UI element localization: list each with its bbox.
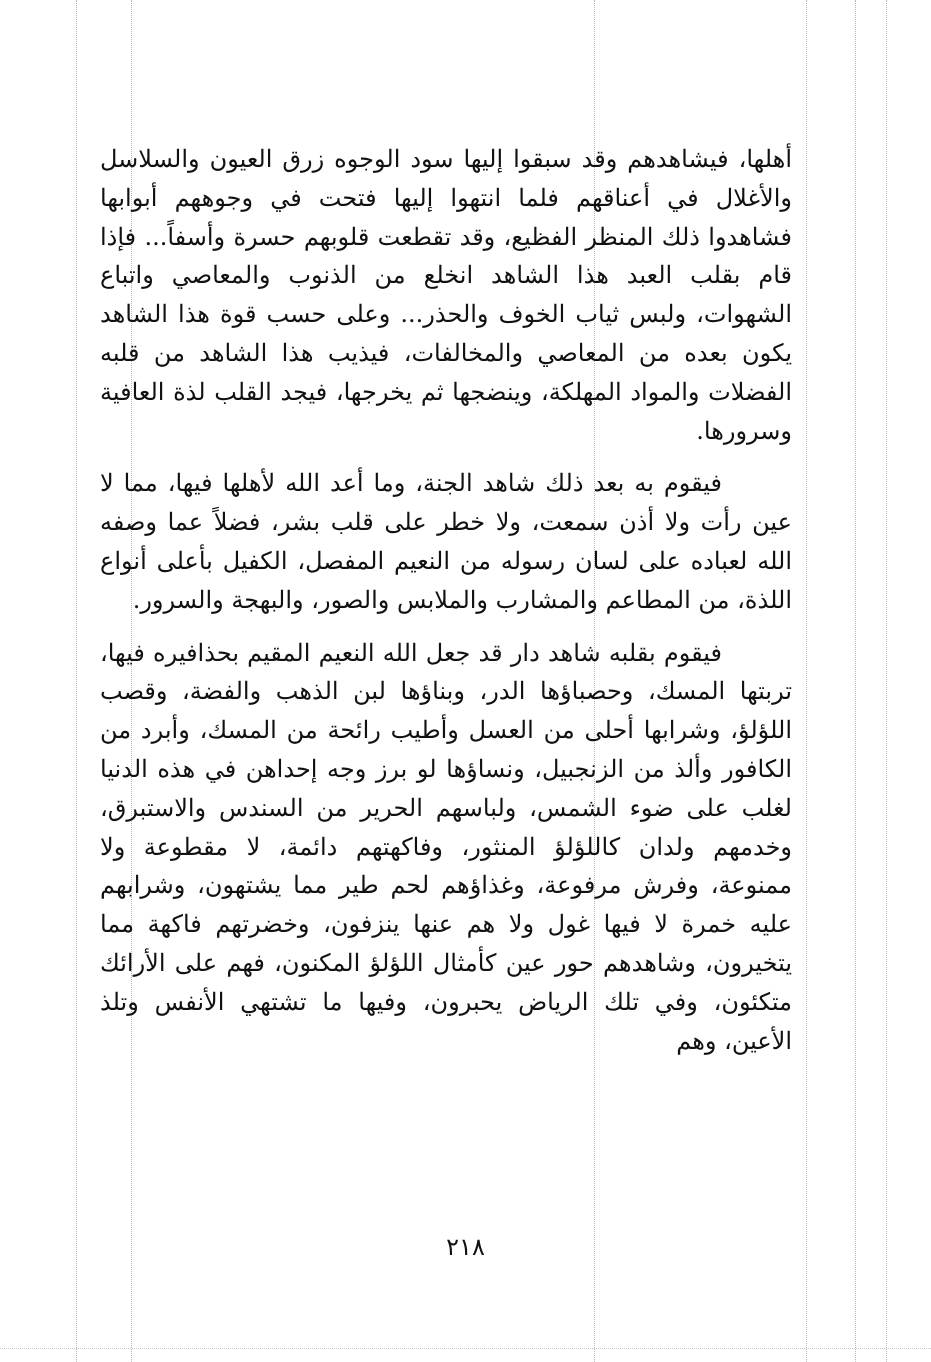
guide-line [76, 0, 77, 1362]
paragraph: فيقوم بقلبه شاهد دار قد جعل الله النعيم المقيم بحذافيره فيها، تربتها المسك، وحصباؤها الدر، وبناؤها لبن الذهب والفضة، وقصب اللؤلؤ، وشرابها أحلى من العسل وأطيب رائحة من المسك، وأبرد من الكافور وألذ من الزنجبيل، ونساؤها لو برز وجه إحداهن في هذه الدنيا لغلب على ضوء الشمس، ولباسهم الحرير من السندس والاستبرق، وخدمهم ولدان كاللؤلؤ المنثور، وفاكهتهم دائمة، لا مقطوعة ولا ممنوعة، وفرش مرفوعة، وغذاؤهم لحم طير مما يشتهون، وشرابهم عليه خمرة لا فيها غول ولا هم عنها ينزفون، وخضرتهم فاكهة مما يتخيرون، وشاهدهم حور عين كأمثال اللؤلؤ المكنون، فهم على الأرائك متكئون، وفي تلك الرياض يحبرون، وفيها ما تشتهي الأنفس وتلذ الأعين، وهم [100, 638, 792, 1055]
guide-line [855, 0, 856, 1362]
page-body [100, 140, 792, 1060]
guide-line [886, 0, 887, 1362]
page-number: ٢١٨ [446, 1233, 485, 1261]
paragraph: فيقوم به بعد ذلك شاهد الجنة، وما أعد الله لأهلها فيها، مما لا عين رأت ولا أذن سمعت، ولا خطر على قلب بشر، فضلاً عما وصفه الله لعباده على لسان رسوله من النعيم المفصل، الكفيل بأعلى أنواع اللذة، من المطاعم والمشارب والملابس والصور، والبهجة والسرور. [100, 469, 792, 614]
paragraph: أهلها، فيشاهدهم وقد سبقوا إليها سود الوجوه زرق العيون والسلاسل والأغلال في أعناقهم فلما انتهوا إليها فتحت في وجوههم أبوابها فشاهدوا ذلك المنظر الفظيع، وقد تقطعت قلوبهم حسرة وأسفاً... فإذا قام بقلب العبد هذا الشاهد انخلع من الذنوب والمعاصي واتباع الشهوات، ولبس ثياب الخوف والحذر... وعلى حسب قوة هذا الشاهد يكون بعده من المعاصي والمخالفات، فيذيب هذا الشاهد من قلبه الفضلات والمواد المهلكة، وينضجها ثم يخرجها، فيجد القلب لذة العافية وسرورها. [100, 145, 792, 445]
guide-line [0, 1348, 931, 1349]
guide-line [806, 0, 807, 1362]
